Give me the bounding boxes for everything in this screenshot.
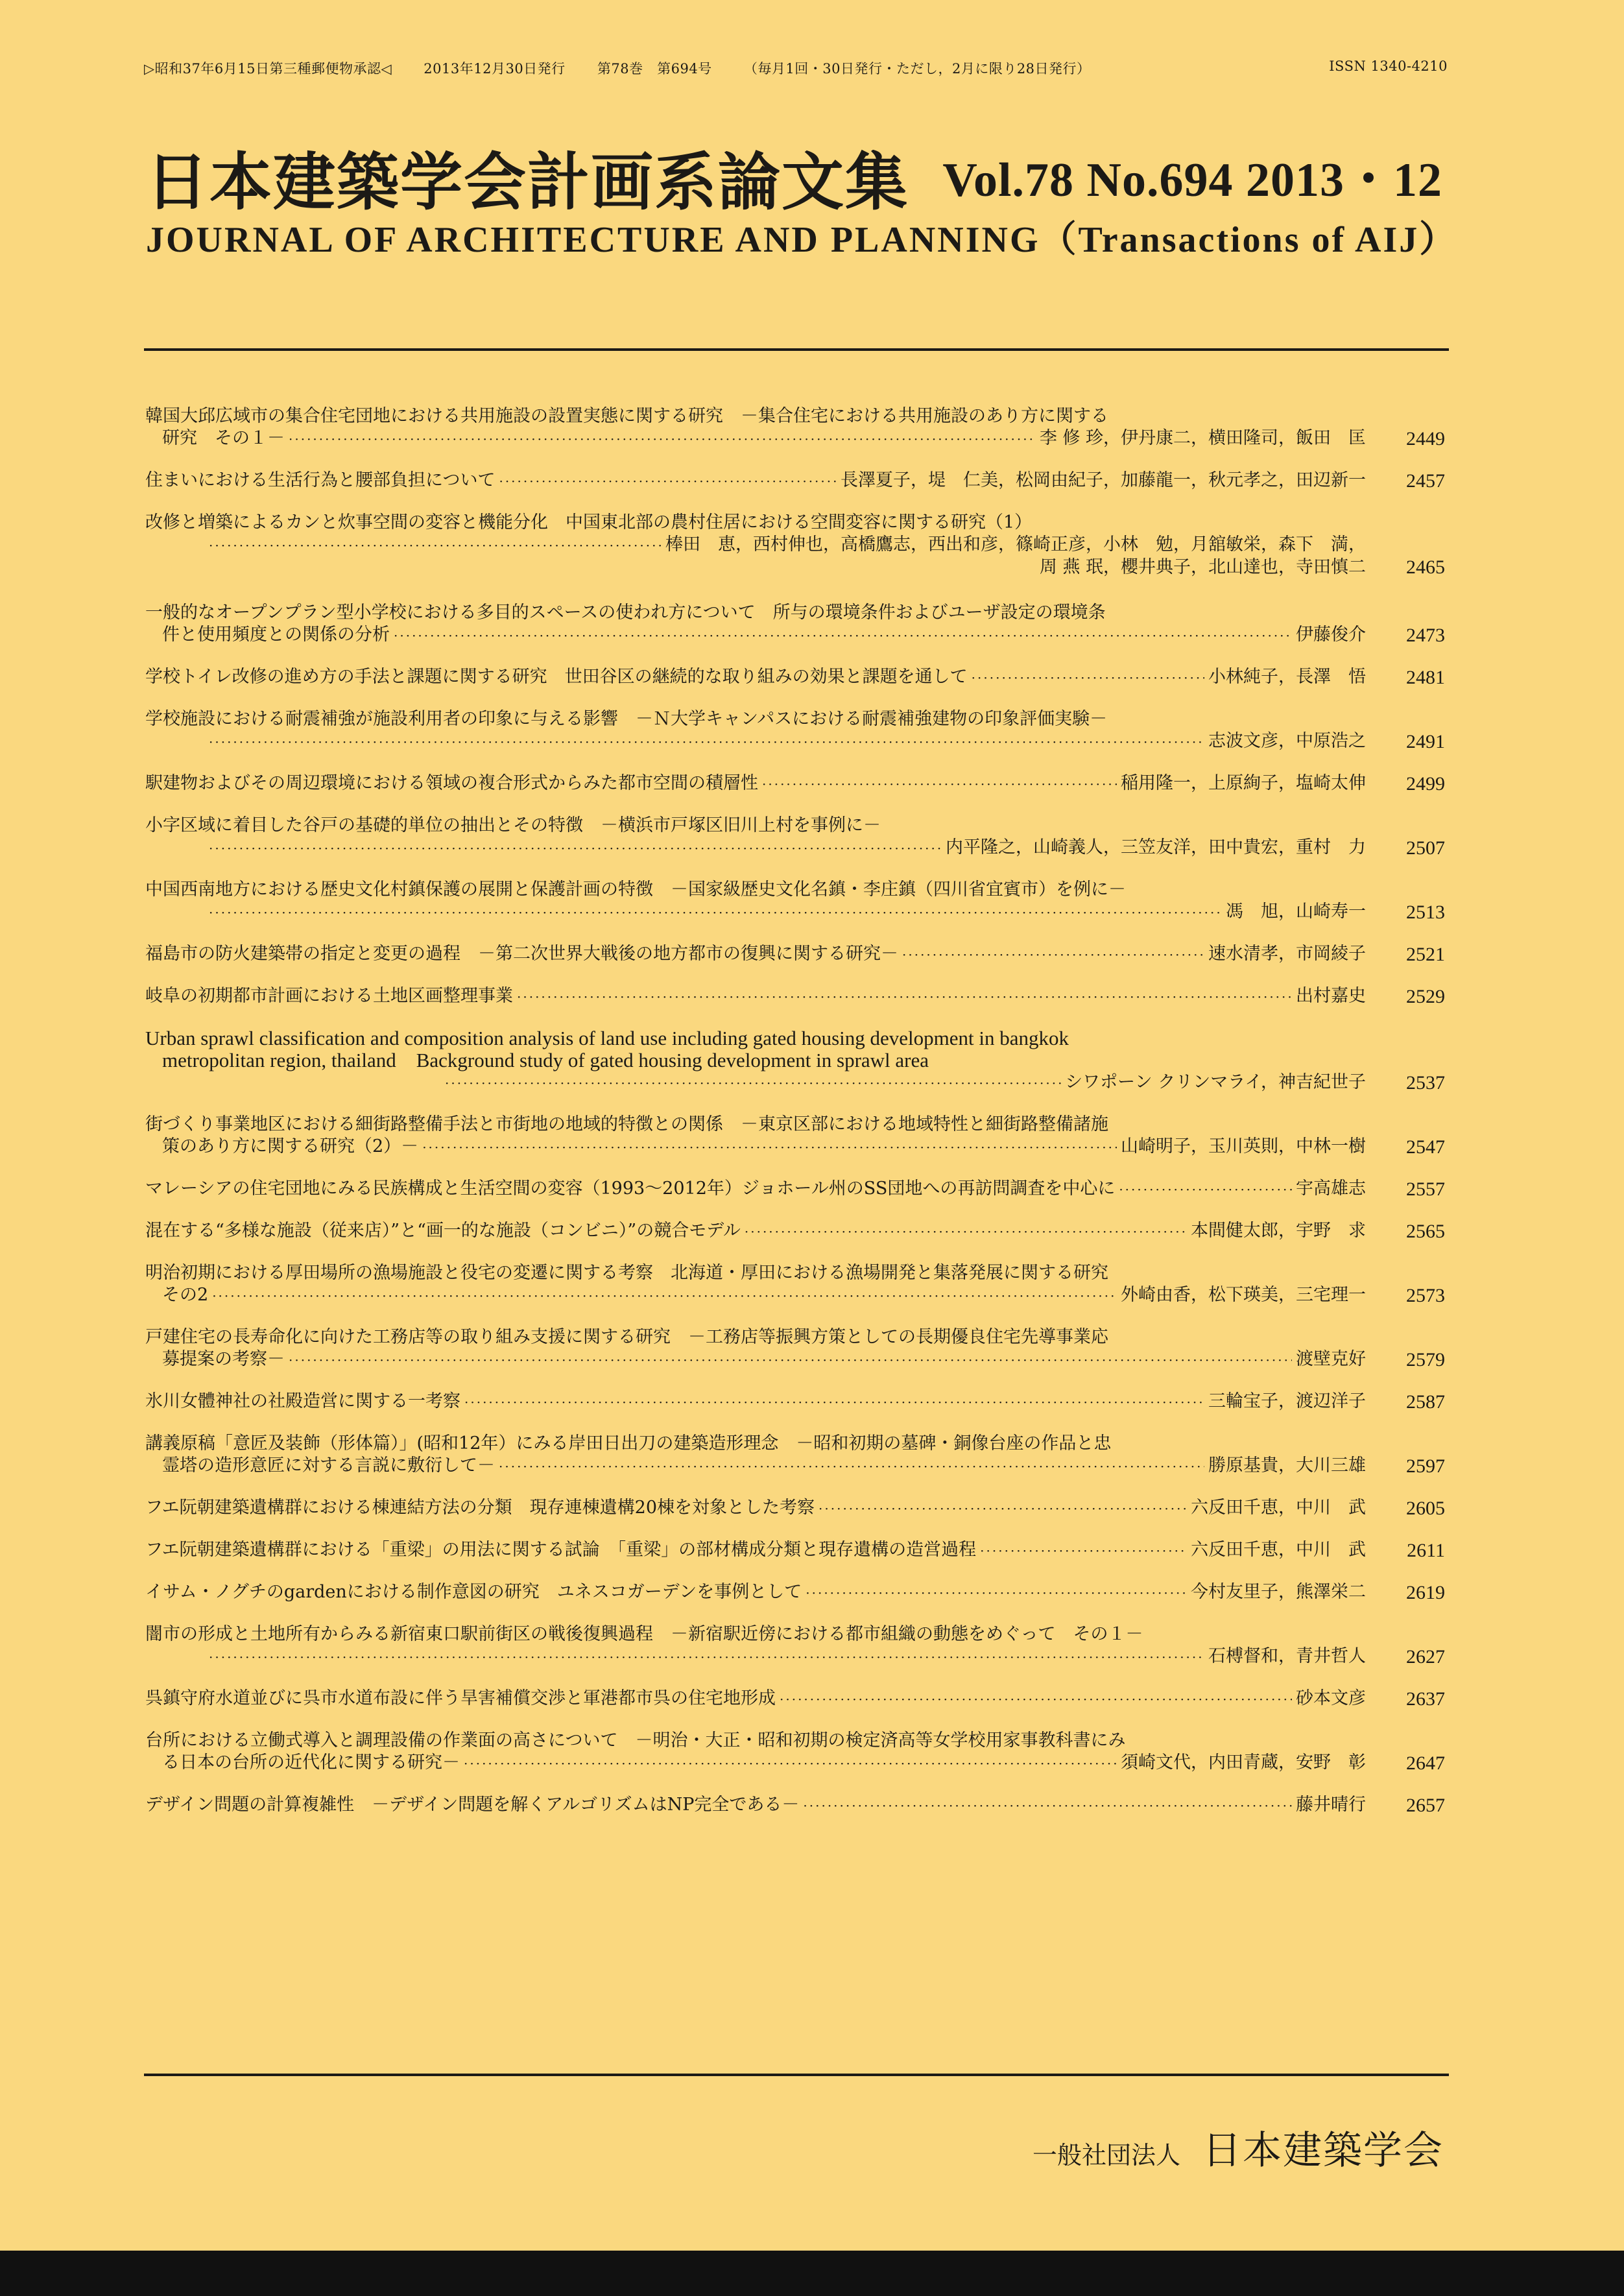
toc-entry[interactable] xyxy=(145,1027,1449,1094)
author-row xyxy=(145,1645,1449,1668)
toc-entry[interactable] xyxy=(145,879,1449,924)
bottom-divider xyxy=(144,2074,1449,2076)
postal-approval: ▷昭和37年6月15日第三種郵便物承認◁ xyxy=(144,61,392,77)
author-row xyxy=(145,1348,1449,1371)
page-number: 2573 xyxy=(1406,1285,1445,1306)
author-row xyxy=(145,1455,1449,1477)
toc-entry[interactable] xyxy=(145,1114,1449,1158)
authors: 外崎由香，松下瑛美，三宅理一 xyxy=(1121,1285,1366,1305)
toc-entry[interactable] xyxy=(145,708,1449,753)
page-number: 2657 xyxy=(1406,1795,1445,1816)
author-row xyxy=(145,772,1449,795)
toc-entry[interactable] xyxy=(145,1794,1449,1817)
page-number: 2465 xyxy=(1406,556,1445,578)
page-number: 2647 xyxy=(1406,1752,1445,1774)
toc-entry[interactable] xyxy=(145,512,1449,579)
toc-entry[interactable] xyxy=(145,1623,1449,1668)
authors: 宇高雄志 xyxy=(1296,1178,1366,1199)
article-title: 混在する“多様な施設（従来店）”と“画一的な施設（コンビニ）”の競合モデル xyxy=(145,1221,741,1241)
volume-issue: 第78巻 第694号 xyxy=(597,61,712,77)
article-title: マレーシアの住宅団地にみる民族構成と生活空間の変容（1993～2012年）ジョホール州のSS団地への再訪問調査を中心に xyxy=(145,1178,1116,1199)
volume-label: Vol.78 No.694 2013・12 xyxy=(942,154,1442,207)
leader-dots xyxy=(762,773,1117,795)
author-row xyxy=(145,1391,1449,1413)
toc-entry[interactable] xyxy=(145,405,1449,450)
leader-dots xyxy=(445,1072,1061,1094)
page-number: 2557 xyxy=(1406,1178,1445,1200)
leader-dots xyxy=(499,1455,1204,1477)
page-number: 2457 xyxy=(1406,470,1445,492)
toc-entry[interactable] xyxy=(145,1391,1449,1413)
page-number: 2521 xyxy=(1406,944,1445,965)
article-title: 明治初期における厚田場所の漁場施設と役宅の変遷に関する考察 北海道・厚田における漁場開発と集落発展に関する研究 xyxy=(145,1263,1108,1283)
article-title: 台所における立働式導入と調理設備の作業面の高さについて －明治・大正・昭和初期の検定済高等女学校用家事教科書にみ xyxy=(145,1730,1126,1751)
leader-dots xyxy=(422,1136,1117,1158)
leader-dots xyxy=(289,428,1036,450)
leader-dots xyxy=(517,986,1292,1008)
leader-dots xyxy=(499,470,837,492)
article-title: 研究 その１－ xyxy=(162,428,285,448)
toc-entry[interactable] xyxy=(145,1262,1449,1307)
author-row xyxy=(145,666,1449,689)
article-title: Urban sprawl classification and composition analysis of land use including gated housing development in bangkok xyxy=(145,1027,1069,1049)
authors: 長澤夏子，堤 仁美，松岡由紀子，加藤龍一，秋元孝之，田辺新一 xyxy=(841,470,1366,490)
author-row xyxy=(145,1136,1449,1158)
page-number: 2513 xyxy=(1406,902,1445,923)
author-row xyxy=(145,1539,1449,1562)
page-number: 2449 xyxy=(1406,428,1445,449)
publisher xyxy=(1033,2120,1444,2175)
article-title: フエ阮朝建築遺構群における「重梁」の用法に関する試論 「重梁」の部材構成分類と現存遺構の造営過程 xyxy=(145,1540,977,1560)
page-number: 2537 xyxy=(1406,1072,1445,1094)
toc-entry[interactable] xyxy=(145,772,1449,795)
article-title: 住まいにおける生活行為と腰部負担について xyxy=(145,470,496,490)
authors: 山崎明子，玉川英則，中林一樹 xyxy=(1121,1136,1366,1156)
authors: 出村嘉史 xyxy=(1296,986,1366,1006)
leader-dots xyxy=(394,625,1292,647)
article-title: 街づくり事業地区における細街路整備手法と市街地の地域的特徴との関係 －東京区部における地域特性と細街路整備諸施 xyxy=(145,1114,1108,1134)
authors: 渡壁克好 xyxy=(1296,1349,1366,1369)
leader-dots xyxy=(289,1349,1292,1371)
article-title: 学校施設における耐震補強が施設利用者の印象に与える影響 －Ｎ大学キャンパスにおける耐震補強建物の印象評価実験－ xyxy=(145,709,1108,729)
leader-dots xyxy=(745,1221,1187,1243)
authors: 内平隆之，山崎義人，三笠友洋，田中貴宏，重村 力 xyxy=(946,837,1366,857)
authors: 藤井晴行 xyxy=(1296,1795,1366,1815)
toc-entry[interactable] xyxy=(145,1497,1449,1520)
publication-info-line xyxy=(144,58,1448,78)
leader-dots xyxy=(209,902,1222,924)
leader-dots xyxy=(806,1582,1187,1604)
authors: 志波文彦，中原浩之 xyxy=(1208,731,1366,751)
article-title: 中国西南地方における歴史文化村鎮保護の展開と保護計画の特徴 －国家級歴史文化名鎮・李庄鎮（四川省宜賓市）を例に－ xyxy=(145,879,1126,900)
journal-title-jp: 日本建築学会計画系論文集 xyxy=(146,146,909,219)
publisher-prefix: 一般社団法人 xyxy=(1032,2141,1180,2170)
toc-entry[interactable] xyxy=(145,1730,1449,1775)
author-row xyxy=(145,1284,1449,1307)
page-number: 2481 xyxy=(1406,667,1445,688)
article-title: イサム・ノグチのgardenにおける制作意図の研究 ユネスコガーデンを事例として xyxy=(145,1582,802,1602)
authors: 六反田千恵，中川 武 xyxy=(1191,1498,1366,1518)
top-divider xyxy=(144,348,1449,351)
author-row xyxy=(145,624,1449,647)
article-title: る日本の台所の近代化に関する研究－ xyxy=(162,1752,460,1773)
author-row xyxy=(145,470,1449,492)
page-number: 2473 xyxy=(1406,625,1445,646)
authors: 李 修 珍，伊丹康二，横田隆司，飯田 匡 xyxy=(1039,428,1366,448)
article-title: 韓国大邱広域市の集合住宅団地における共用施設の設置実態に関する研究 －集合住宅における共用施設のあり方に関する xyxy=(145,406,1108,426)
publication-schedule: （毎月1回・30日発行・ただし，2月に限り28日発行） xyxy=(743,61,1091,77)
article-title: 闇市の形成と土地所有からみる新宿東口駅前街区の戦後復興過程 －新宿駅近傍における都市組織の動態をめぐって その１－ xyxy=(145,1624,1143,1644)
authors: シワポーン クリンマライ，神吉紀世子 xyxy=(1065,1072,1366,1092)
authors: 小林純子，長澤 悟 xyxy=(1208,667,1366,687)
leader-dots xyxy=(464,1391,1204,1413)
page-number: 2499 xyxy=(1406,773,1445,795)
author-row xyxy=(145,730,1449,753)
article-title: 一般的なオープンプラン型小学校における多目的スペースの使われ方について 所与の環境条件およびユーザ設定の環境条 xyxy=(145,603,1106,623)
page-number: 2605 xyxy=(1406,1498,1445,1519)
article-title: 学校トイレ改修の進め方の手法と課題に関する研究 世田谷区の継続的な取り組みの効果と課題を通して xyxy=(145,667,968,687)
leader-dots xyxy=(780,1688,1292,1710)
article-title: 件と使用頻度との関係の分析 xyxy=(162,625,390,645)
author-row xyxy=(145,1220,1449,1243)
authors: 六反田千恵，中川 武 xyxy=(1191,1540,1366,1560)
page-number: 2611 xyxy=(1407,1540,1445,1561)
author-row xyxy=(145,943,1449,966)
authors: 棒田 恵，西村伸也，高橋鷹志，西出和彦，篠崎正彦，小林 勉，月舘敏栄，森下 満， xyxy=(665,534,1366,555)
leader-dots xyxy=(209,1646,1204,1668)
authors: 石榑督和，青井哲人 xyxy=(1208,1646,1366,1666)
article-title: 戸建住宅の長寿命化に向けた工務店等の取り組み支援に関する研究 －工務店等振興方策としての長期優良住宅先導事業応 xyxy=(145,1327,1108,1347)
article-title: 駅建物およびその周辺環境における領域の複合形式からみた都市空間の積層性 xyxy=(145,773,758,793)
scan-edge xyxy=(0,2251,1624,2296)
page-number: 2597 xyxy=(1406,1455,1445,1477)
leader-dots xyxy=(464,1752,1117,1775)
page-number: 2587 xyxy=(1406,1391,1445,1413)
article-title: デザイン問題の計算複雑性 －デザイン問題を解くアルゴリズムはNP完全である－ xyxy=(145,1795,800,1815)
article-title: 講義原稿「意匠及装飾（形体篇）」(昭和12年）にみる岸田日出刀の建築造形理念 －昭和初期の墓碑・銅像台座の作品と忠 xyxy=(145,1433,1112,1453)
author-row xyxy=(145,901,1449,924)
leader-dots xyxy=(902,944,1204,966)
author-row xyxy=(145,1178,1449,1201)
authors: 砂本文彦 xyxy=(1296,1688,1366,1708)
authors: 本間健太郎，宇野 求 xyxy=(1191,1221,1366,1241)
article-title: 募提案の考察－ xyxy=(162,1349,285,1369)
authors: 伊藤俊介 xyxy=(1296,625,1366,645)
toc-entry[interactable] xyxy=(145,666,1449,689)
article-title: フエ阮朝建築遺構群における棟連結方法の分類 現存連棟遺構20棟を対象とした考察 xyxy=(145,1498,815,1518)
authors: 勝原基貴，大川三雄 xyxy=(1208,1455,1366,1476)
article-title: 小字区域に着目した谷戸の基礎的単位の抽出とその特徴 －横浜市戸塚区旧川上村を事例に－ xyxy=(145,815,881,835)
page-number: 2547 xyxy=(1406,1136,1445,1158)
toc-entry[interactable] xyxy=(145,1581,1449,1604)
page-number: 2579 xyxy=(1406,1349,1445,1370)
leader-dots xyxy=(209,837,942,859)
toc-entry[interactable] xyxy=(145,1220,1449,1243)
page-number: 2637 xyxy=(1406,1688,1445,1710)
article-title: 霊塔の造形意匠に対する言説に敷衍して－ xyxy=(162,1455,495,1476)
journal-title-en: JOURNAL OF ARCHITECTURE AND PLANNING（Transactions of AIJ） xyxy=(146,220,1458,260)
leader-dots xyxy=(212,1285,1117,1307)
leader-dots xyxy=(972,667,1204,689)
authors: 馮 旭，山崎寿一 xyxy=(1226,902,1366,922)
article-title: 氷川女體神社の社殿造営に関する一考察 xyxy=(145,1391,460,1411)
article-title: 策のあり方に関する研究（2）－ xyxy=(162,1136,419,1156)
toc-entry[interactable] xyxy=(145,1688,1449,1710)
authors: 稲用隆一，上原絢子，塩崎太伸 xyxy=(1121,773,1366,793)
author-row xyxy=(145,534,1449,556)
author-row xyxy=(145,985,1449,1008)
leader-dots xyxy=(1119,1178,1292,1201)
issn: ISSN 1340-4210 xyxy=(1329,58,1448,74)
toc-entry[interactable] xyxy=(145,815,1449,859)
publisher-name: 日本建築学会 xyxy=(1202,2128,1444,2173)
page-number: 2565 xyxy=(1406,1221,1445,1242)
page-number: 2507 xyxy=(1406,837,1445,859)
author-row xyxy=(145,1688,1449,1710)
page-number: 2627 xyxy=(1406,1646,1445,1668)
authors: 速水清孝，市岡綾子 xyxy=(1208,944,1366,964)
article-title: 呉鎮守府水道並びに呉市水道布設に伴う旱害補償交渉と軍港都市呉の住宅地形成 xyxy=(145,1688,776,1708)
toc-entry[interactable] xyxy=(145,1539,1449,1562)
author-row xyxy=(145,1794,1449,1817)
author-row xyxy=(145,1752,1449,1775)
toc-entry[interactable] xyxy=(145,602,1449,647)
author-row xyxy=(145,427,1449,450)
leader-dots xyxy=(209,534,662,556)
toc-entry[interactable] xyxy=(145,985,1449,1008)
article-title: 岐阜の初期都市計画における土地区画整理事業 xyxy=(145,986,513,1006)
author-row xyxy=(145,1581,1449,1604)
article-title: 改修と増築によるカンと炊事空間の変容と機能分化 中国東北部の農村住居における空間変容に関する研究（1） xyxy=(145,512,1033,532)
issue-date: 2013年12月30日発行 xyxy=(424,61,566,77)
authors: 今村友里子，熊澤栄二 xyxy=(1191,1582,1366,1602)
author-row xyxy=(145,1497,1449,1520)
toc-entry[interactable] xyxy=(145,470,1449,492)
toc-entry[interactable] xyxy=(145,1433,1449,1477)
authors: 三輪宝子，渡辺洋子 xyxy=(1208,1391,1366,1411)
author-row xyxy=(145,837,1449,859)
page-number: 2491 xyxy=(1406,731,1445,752)
table-of-contents xyxy=(145,405,1449,1817)
authors: 周 燕 珉，櫻井典子，北山達也，寺田慎二 xyxy=(1039,557,1366,577)
leader-dots xyxy=(818,1498,1187,1520)
page-number: 2619 xyxy=(1406,1582,1445,1603)
toc-entry[interactable] xyxy=(145,1326,1449,1371)
author-row xyxy=(145,1071,1449,1094)
page-number: 2529 xyxy=(1406,986,1445,1007)
leader-dots xyxy=(803,1795,1292,1817)
authors: 須崎文代，内田青蔵，安野 彰 xyxy=(1121,1752,1366,1773)
toc-entry[interactable] xyxy=(145,943,1449,966)
article-title: 福島市の防火建築帯の指定と変更の過程 －第二次世界大戦後の地方都市の復興に関する研究－ xyxy=(145,944,898,964)
toc-entry[interactable] xyxy=(145,1178,1449,1201)
leader-dots xyxy=(209,731,1204,753)
article-title: metropolitan region, thailand Background study of gated housing development in sprawl area xyxy=(162,1049,929,1071)
article-title: その2 xyxy=(162,1285,209,1305)
leader-dots xyxy=(980,1540,1187,1562)
